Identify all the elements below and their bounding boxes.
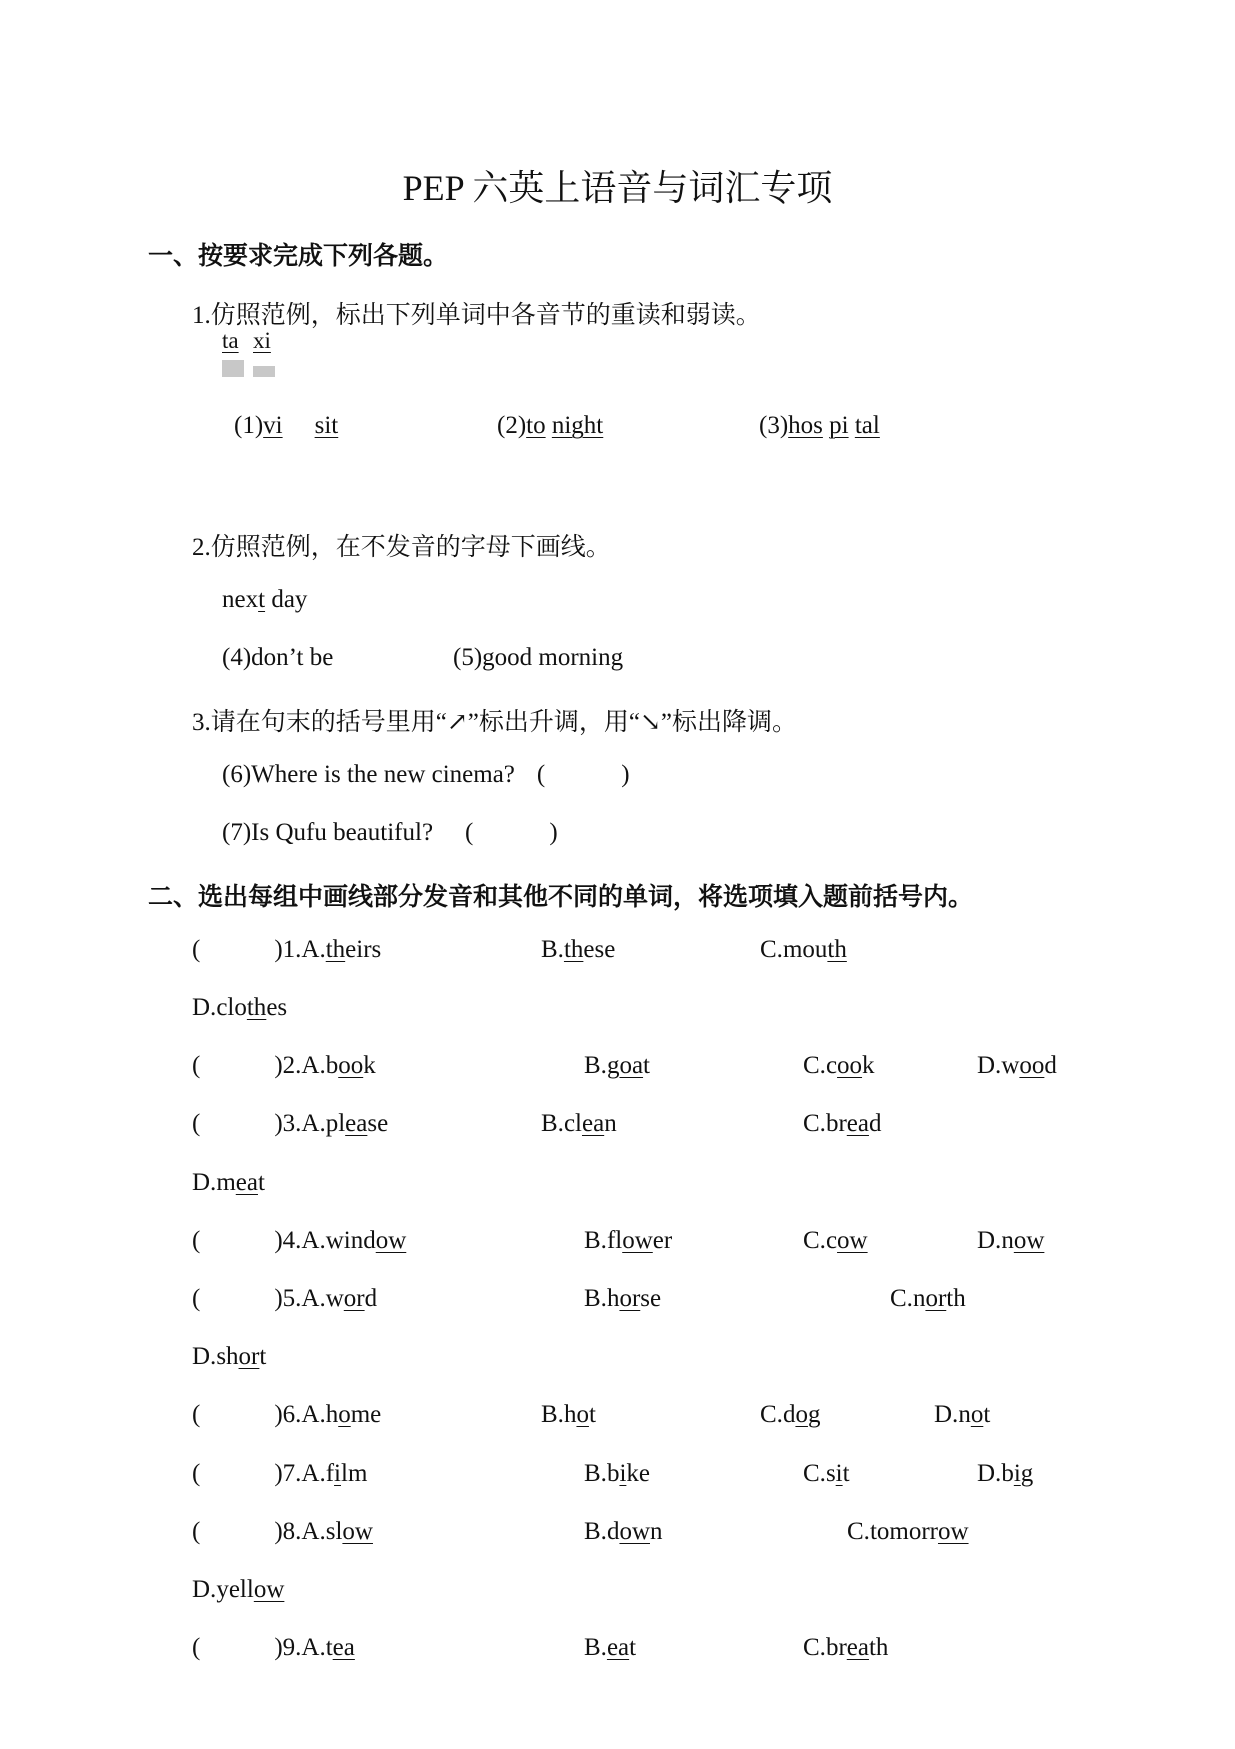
option-b: B.clean — [541, 1110, 617, 1137]
option-d: D.meat — [192, 1169, 265, 1196]
q2-example: next day — [222, 586, 308, 613]
q2-item-4: (4)don’t be — [222, 644, 334, 671]
question-number: 2. — [282, 1052, 302, 1079]
answer-bracket[interactable]: ( )7.A.film — [192, 1460, 368, 1487]
option-d: D.not — [934, 1401, 991, 1428]
option-a: A.tea — [301, 1634, 355, 1661]
option-a: A.film — [301, 1460, 368, 1487]
option-d: D.wood — [977, 1052, 1057, 1079]
option-c: C.sit — [803, 1460, 850, 1487]
q2-prompt: 2.仿照范例，在不发音的字母下画线。 — [192, 534, 611, 561]
q3-item-7: (7)Is Qufu beautiful? ( ) — [222, 819, 558, 846]
answer-bracket[interactable]: ( )2.A.book — [192, 1052, 376, 1079]
q2-item-5: (5)good morning — [453, 644, 624, 671]
q1-example-syllable: ta — [222, 328, 239, 353]
option-a: A.window — [301, 1227, 407, 1254]
q3-item-6: (6)Where is the new cinema? ( ) — [222, 761, 630, 788]
option-b: B.goat — [584, 1052, 650, 1079]
option-c: C.cook — [803, 1052, 875, 1079]
answer-bracket[interactable]: ( )4.A.window — [192, 1227, 407, 1254]
question-number: 8. — [282, 1518, 302, 1545]
stress-mark-strong — [222, 360, 244, 377]
option-c: C.tomorrow — [847, 1518, 969, 1545]
option-a: A.word — [301, 1285, 378, 1312]
section1-heading: 一、按要求完成下列各题。 — [148, 241, 449, 270]
option-c: C.bread — [803, 1110, 882, 1137]
answer-bracket[interactable]: ( )3.A.please — [192, 1110, 389, 1137]
option-a: A.home — [301, 1401, 382, 1428]
answer-bracket[interactable]: ( )5.A.word — [192, 1285, 378, 1312]
question-number: 3. — [282, 1110, 302, 1137]
option-a: A.please — [301, 1110, 389, 1137]
option-b: B.horse — [584, 1285, 662, 1312]
q3-prompt: 3.请在句末的括号里用“↗”标出升调，用“↘”标出降调。 — [192, 709, 798, 736]
option-d: D.yellow — [192, 1576, 285, 1603]
question-number: 1. — [282, 936, 302, 963]
q1-item-2: (2)to night — [497, 412, 604, 439]
option-b: B.eat — [584, 1634, 637, 1661]
answer-bracket[interactable]: ( )6.A.home — [192, 1401, 382, 1428]
option-a: A.book — [301, 1052, 376, 1079]
option-d: D.big — [977, 1460, 1034, 1487]
option-d: D.short — [192, 1343, 267, 1370]
question-number: 4. — [282, 1227, 302, 1254]
answer-bracket[interactable]: ( )9.A.tea — [192, 1634, 355, 1661]
option-d: D.clothes — [192, 994, 288, 1021]
page-title: PEP 六英上语音与词汇专项 — [402, 168, 833, 208]
q1-item-3: (3)hos pi tal — [759, 412, 880, 439]
question-number: 5. — [282, 1285, 302, 1312]
option-c: C.cow — [803, 1227, 868, 1254]
option-d: D.now — [977, 1227, 1045, 1254]
option-b: B.these — [541, 936, 616, 963]
q1-item-1: (1)vi sit — [234, 412, 339, 439]
answer-bracket[interactable]: ( )1.A.theirs — [192, 936, 382, 963]
option-b: B.bike — [584, 1460, 650, 1487]
option-b: B.hot — [541, 1401, 596, 1428]
question-number: 6. — [282, 1401, 302, 1428]
q1-prompt: 1.仿照范例，标出下列单词中各音节的重读和弱读。 — [192, 302, 761, 329]
option-a: A.theirs — [301, 936, 382, 963]
answer-bracket[interactable]: ( )8.A.slow — [192, 1518, 373, 1545]
question-number: 9. — [282, 1634, 302, 1661]
option-a: A.slow — [301, 1518, 373, 1545]
option-b: B.down — [584, 1518, 663, 1545]
option-c: C.north — [890, 1285, 966, 1312]
q1-example-syllable: xi — [253, 328, 271, 353]
option-c: C.mouth — [760, 936, 847, 963]
option-c: C.breath — [803, 1634, 889, 1661]
stress-mark-weak — [253, 366, 275, 377]
option-c: C.dog — [760, 1401, 821, 1428]
section2-heading: 二、选出每组中画线部分发音和其他不同的单词，将选项填入题前括号内。 — [148, 882, 974, 911]
option-b: B.flower — [584, 1227, 673, 1254]
question-number: 7. — [282, 1460, 302, 1487]
